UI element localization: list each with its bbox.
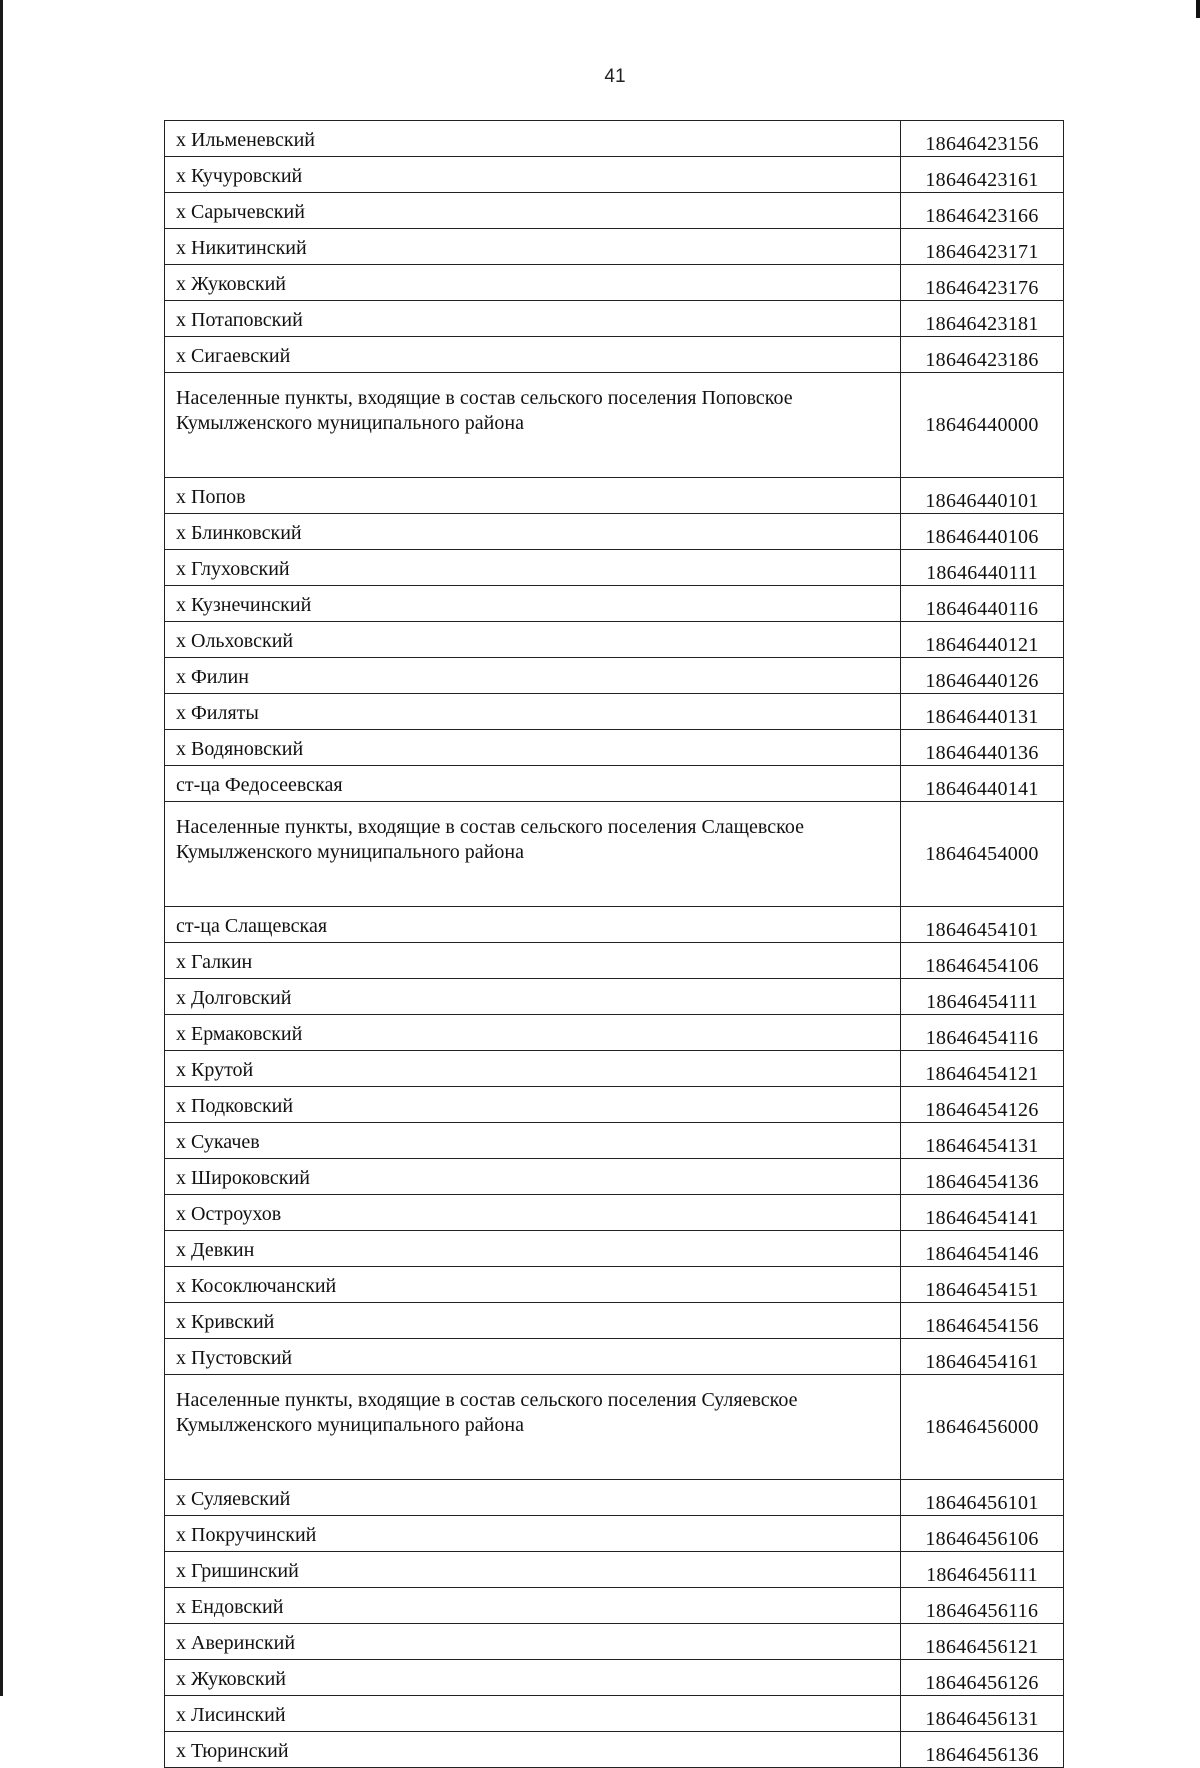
settlement-code: 18646423176 <box>901 265 1064 301</box>
settlements-table <box>164 120 1064 1768</box>
settlement-code: 18646454146 <box>901 1231 1064 1267</box>
settlement-row <box>165 1732 1064 1768</box>
settlement-name: х Остроухов <box>165 1195 901 1231</box>
settlement-name: ст-ца Слащевская <box>165 907 901 943</box>
settlement-group-header-row <box>165 1375 1064 1480</box>
settlement-name: х Филяты <box>165 694 901 730</box>
settlement-name: х Никитинский <box>165 229 901 265</box>
settlement-code: 18646454161 <box>901 1339 1064 1375</box>
settlement-name: х Кузнечинский <box>165 586 901 622</box>
settlement-name: х Жуковский <box>165 1660 901 1696</box>
settlement-code: 18646423161 <box>901 157 1064 193</box>
settlement-name: х Долговский <box>165 979 901 1015</box>
settlement-row <box>165 694 1064 730</box>
settlement-name: х Сарычевский <box>165 193 901 229</box>
settlement-row <box>165 1051 1064 1087</box>
settlement-row <box>165 979 1064 1015</box>
settlement-code: 18646456126 <box>901 1660 1064 1696</box>
settlement-row <box>165 337 1064 373</box>
settlement-name: х Ольховский <box>165 622 901 658</box>
settlement-code: 18646440106 <box>901 514 1064 550</box>
settlement-row <box>165 193 1064 229</box>
settlement-code: 18646423171 <box>901 229 1064 265</box>
settlement-row <box>165 1123 1064 1159</box>
settlement-name: х Ендовский <box>165 1588 901 1624</box>
settlement-row <box>165 1480 1064 1516</box>
settlement-group-code: 18646440000 <box>901 373 1064 478</box>
settlement-code: 18646456106 <box>901 1516 1064 1552</box>
settlement-code: 18646440111 <box>901 550 1064 586</box>
settlement-name: х Жуковский <box>165 265 901 301</box>
settlement-code: 18646456111 <box>901 1552 1064 1588</box>
settlement-name: х Тюринский <box>165 1732 901 1768</box>
settlement-row <box>165 907 1064 943</box>
settlement-name: х Аверинский <box>165 1624 901 1660</box>
settlement-code: 18646454116 <box>901 1015 1064 1051</box>
settlement-name: х Галкин <box>165 943 901 979</box>
settlement-name: х Гришинский <box>165 1552 901 1588</box>
settlement-code: 18646456101 <box>901 1480 1064 1516</box>
settlement-name: х Пустовский <box>165 1339 901 1375</box>
settlement-name: х Покручинский <box>165 1516 901 1552</box>
settlement-code: 18646454121 <box>901 1051 1064 1087</box>
settlement-code: 18646454151 <box>901 1267 1064 1303</box>
settlement-code: 18646454101 <box>901 907 1064 943</box>
settlement-row <box>165 1303 1064 1339</box>
settlement-row <box>165 1624 1064 1660</box>
settlement-code: 18646423156 <box>901 121 1064 157</box>
settlement-row <box>165 121 1064 157</box>
settlement-name: х Глуховский <box>165 550 901 586</box>
settlement-code: 18646440101 <box>901 478 1064 514</box>
settlement-name: х Сигаевский <box>165 337 901 373</box>
settlement-row <box>165 1552 1064 1588</box>
settlement-name: х Ильменевский <box>165 121 901 157</box>
scan-border-left <box>0 0 3 1696</box>
settlement-code: 18646440116 <box>901 586 1064 622</box>
settlement-code: 18646440131 <box>901 694 1064 730</box>
settlement-group-title: Населенные пункты, входящие в состав сельского поселения Суляевское Кумылженского муниципального района <box>165 1375 901 1480</box>
settlement-row <box>165 478 1064 514</box>
settlement-row <box>165 1516 1064 1552</box>
settlement-row <box>165 514 1064 550</box>
settlement-code: 18646423186 <box>901 337 1064 373</box>
settlement-row <box>165 1015 1064 1051</box>
settlement-row <box>165 658 1064 694</box>
settlement-name: х Суляевский <box>165 1480 901 1516</box>
settlement-row <box>165 943 1064 979</box>
settlement-code: 18646454106 <box>901 943 1064 979</box>
settlement-name: х Лисинский <box>165 1696 901 1732</box>
settlement-code: 18646423166 <box>901 193 1064 229</box>
scan-mark-top-right <box>1196 0 1200 18</box>
settlement-name: х Девкин <box>165 1231 901 1267</box>
settlement-code: 18646440121 <box>901 622 1064 658</box>
settlement-row <box>165 550 1064 586</box>
settlement-row <box>165 1660 1064 1696</box>
settlement-code: 18646454136 <box>901 1159 1064 1195</box>
settlement-group-header-row <box>165 802 1064 907</box>
settlement-row <box>165 1588 1064 1624</box>
settlement-code: 18646454156 <box>901 1303 1064 1339</box>
settlement-name: х Кучуровский <box>165 157 901 193</box>
settlement-name: х Ермаковский <box>165 1015 901 1051</box>
settlement-code: 18646454111 <box>901 979 1064 1015</box>
settlement-row <box>165 586 1064 622</box>
settlement-row <box>165 1159 1064 1195</box>
settlement-name: х Кривский <box>165 1303 901 1339</box>
settlement-row <box>165 1087 1064 1123</box>
settlement-name: х Водяновский <box>165 730 901 766</box>
settlement-row <box>165 1195 1064 1231</box>
settlement-row <box>165 1267 1064 1303</box>
settlement-group-code: 18646456000 <box>901 1375 1064 1480</box>
settlement-row <box>165 229 1064 265</box>
settlement-name: х Косоключанский <box>165 1267 901 1303</box>
settlement-row <box>165 301 1064 337</box>
settlement-name: х Попов <box>165 478 901 514</box>
settlement-name: х Потаповский <box>165 301 901 337</box>
settlement-name: ст-ца Федосеевская <box>165 766 901 802</box>
settlement-code: 18646440141 <box>901 766 1064 802</box>
settlement-code: 18646456136 <box>901 1732 1064 1768</box>
settlement-group-title: Населенные пункты, входящие в состав сельского поселения Слащевское Кумылженского муниципального района <box>165 802 901 907</box>
settlement-row <box>165 1339 1064 1375</box>
settlement-row <box>165 730 1064 766</box>
settlement-code: 18646423181 <box>901 301 1064 337</box>
settlement-name: х Филин <box>165 658 901 694</box>
settlement-group-title: Населенные пункты, входящие в состав сельского поселения Поповское Кумылженского муниципального района <box>165 373 901 478</box>
settlement-code: 18646456131 <box>901 1696 1064 1732</box>
settlement-group-code: 18646454000 <box>901 802 1064 907</box>
settlement-name: х Широковский <box>165 1159 901 1195</box>
settlement-name: х Подковский <box>165 1087 901 1123</box>
settlement-group-header-row <box>165 373 1064 478</box>
settlement-row <box>165 766 1064 802</box>
settlement-name: х Сукачев <box>165 1123 901 1159</box>
page-number: 41 <box>604 66 626 87</box>
settlement-name: х Крутой <box>165 1051 901 1087</box>
settlement-code: 18646454141 <box>901 1195 1064 1231</box>
settlement-row <box>165 1696 1064 1732</box>
settlements-table-body <box>165 121 1064 1768</box>
settlement-name: х Блинковский <box>165 514 901 550</box>
settlement-code: 18646440126 <box>901 658 1064 694</box>
settlement-code: 18646456121 <box>901 1624 1064 1660</box>
settlement-code: 18646440136 <box>901 730 1064 766</box>
settlement-row <box>165 1231 1064 1267</box>
settlement-row <box>165 157 1064 193</box>
settlement-code: 18646456116 <box>901 1588 1064 1624</box>
settlement-code: 18646454126 <box>901 1087 1064 1123</box>
settlement-row <box>165 265 1064 301</box>
settlement-row <box>165 622 1064 658</box>
settlement-code: 18646454131 <box>901 1123 1064 1159</box>
